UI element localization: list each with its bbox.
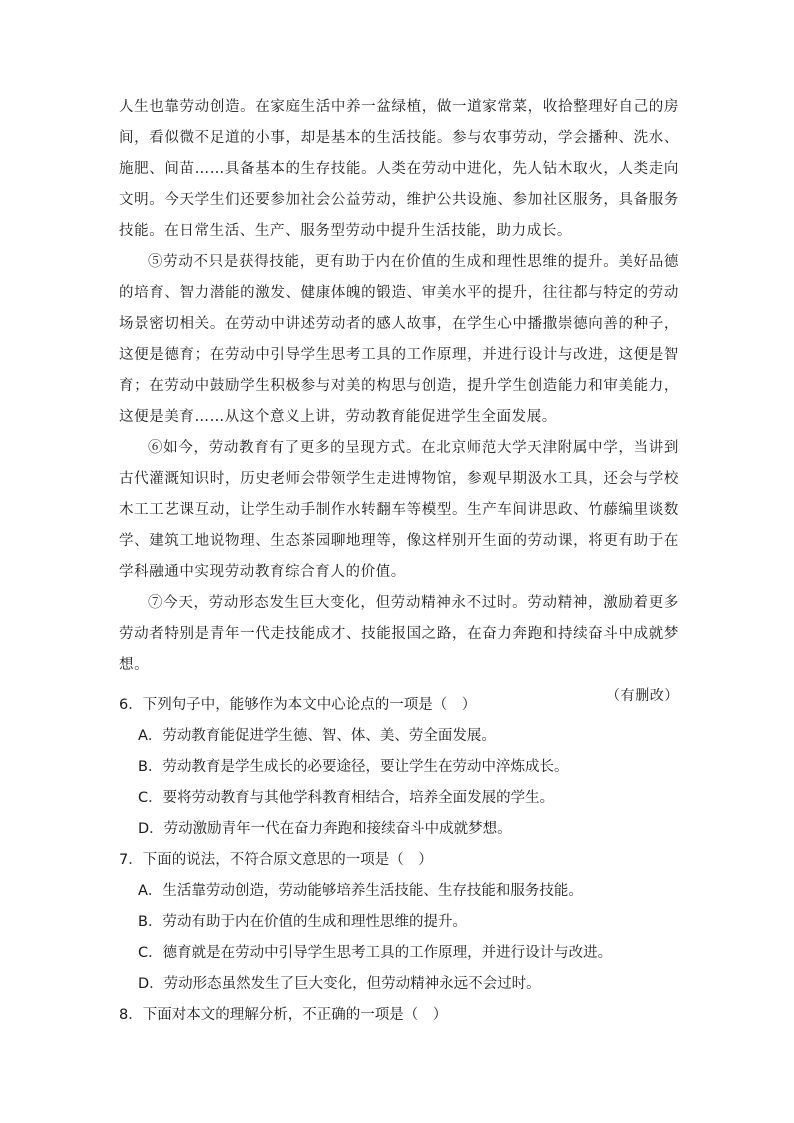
option-d: D．劳动形态虽然发生了巨大变化，但劳动精神永远不会过时。 — [138, 976, 541, 992]
option-a: A．劳动教育能促进学生德、智、体、美、劳全面发展。 — [138, 728, 496, 744]
question-stem: 8．下面对本文的理解分析，不正确的一项是（ ） — [119, 1007, 448, 1023]
paragraph-continued: 人生也靠劳动创造。在家庭生活中养一盆绿植，做一道家常菜，收拾整理好自己的房间，看似微不足道的小事，却是基本的生活技能。参与农事劳动，学会播种、洗水、施肥、间苗……具备基本的生存技能。人类在劳动中进化，先人钻木取火，人类走向文明。今天学生们还要参加社会公益劳动，维护公共设施、参加社区服务，具备服务技能。在日常生活、生产、服务型劳动中提升生活技能，助力成长。 — [119, 99, 679, 239]
paragraph-5: ⑤劳动不只是获得技能，更有助于内在价值的生成和理性思维的提升。美好品德的培育、智力潜能的激发、健康体魄的锻造、审美水平的提升，往往都与特定的劳动场景密切相关。在劳动中讲述劳动者的感人故事，在学生心中播撒崇德向善的种子，这便是德育；在劳动中引导学生思考工具的工作原理，并进行设计与改进，这便是智育；在劳动中鼓励学生积极参与对美的构思与创造，提升学生创造能力和审美能力，这便是美育……从这个意义上讲，劳动教育能促进学生全面发展。 — [119, 254, 679, 425]
option-d: D．劳动激励青年一代在奋力奔跑和接续奋斗中成就梦想。 — [138, 821, 512, 837]
option-b: B．劳动教育是学生成长的必要途径，要让学生在劳动中淬炼成长。 — [138, 759, 569, 775]
paragraph-6: ⑥如今，劳动教育有了更多的呈现方式。在北京师范大学天津附属中学，当讲到古代灌溉知识时，历史老师会带领学生走进博物馆，参观早期汲水工具，还会与学校木工工艺课互动，让学生动手制作水转翻车等模型。生产车间讲思政、竹藤编里谈数学、建筑工地说物理、生态茶园聊地理等，像这样别开生面的劳动课，将更有助于在学科融通中实现劳动教育综合育人的价值。 — [119, 440, 679, 580]
question-stem: 6．下列句子中，能够作为本文中心论点的一项是（ ） — [119, 697, 477, 713]
question-8 — [119, 1000, 679, 1031]
question-6 — [119, 690, 679, 845]
paragraph-7: ⑦今天，劳动形态发生巨大变化，但劳动精神永不过时。劳动精神，激励着更多劳动者特别是青年一代走技能成才、技能报国之路，在奋力奔跑和持续奋斗中成就梦想。 — [119, 595, 679, 673]
reading-passage — [119, 92, 679, 712]
option-c: C．要将劳动教育与其他学科教育相结合，培养全面发展的学生。 — [138, 790, 555, 806]
question-stem: 7．下面的说法，不符合原文意思的一项是（ ） — [119, 852, 433, 868]
option-b: B．劳动有助于内在价值的生成和理性思维的提升。 — [138, 914, 467, 930]
source-note: （有删改） — [606, 688, 679, 704]
option-a: A．生活靠劳动创造，劳动能够培养生活技能、生存技能和服务技能。 — [138, 883, 583, 899]
option-c: C．德育就是在劳动中引导学生思考工具的工作原理，并进行设计与改进。 — [138, 945, 613, 961]
question-list — [119, 690, 679, 1031]
question-7 — [119, 845, 679, 1000]
